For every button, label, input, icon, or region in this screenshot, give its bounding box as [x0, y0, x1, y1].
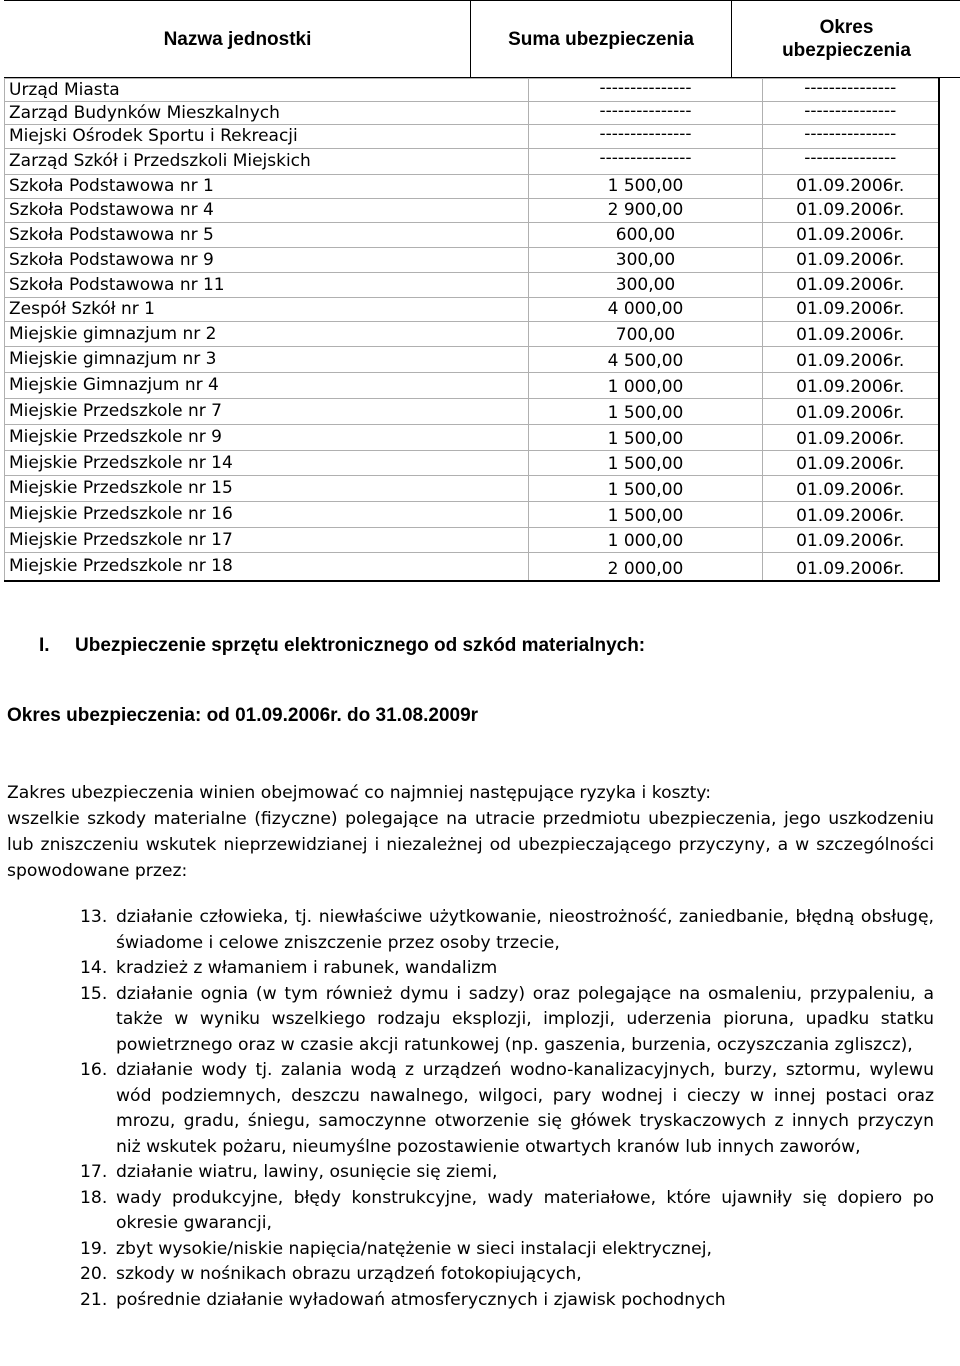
- period-line: Okres ubezpieczenia: od 01.09.2006r. do 31.08.2009r: [7, 705, 479, 726]
- table-row: [5, 273, 939, 298]
- unit-name-cell: Miejskie Gimnazjum nr 4: [5, 373, 529, 399]
- insured-sum-cell: 2 000,00: [529, 553, 763, 581]
- section-number: I.: [39, 635, 50, 656]
- table-row: [5, 425, 939, 451]
- insured-sum-cell: ---------------: [529, 102, 763, 125]
- risk-item: [0, 1058, 934, 1160]
- risk-item: [0, 1237, 934, 1263]
- insurance-period-cell: 01.09.2006r.: [763, 553, 939, 581]
- risk-number: 16.: [80, 1060, 108, 1080]
- unit-name-cell: Miejskie Przedszkole nr 15: [5, 476, 529, 502]
- table-row: [5, 125, 939, 149]
- table-row: [5, 175, 939, 199]
- risk-number: 21.: [80, 1289, 108, 1310]
- table-row: [5, 502, 939, 528]
- unit-name-cell: Miejskie Przedszkole nr 16: [5, 502, 529, 528]
- insurance-period-cell: 01.09.2006r.: [763, 273, 939, 298]
- insurance-period-cell: ---------------: [763, 102, 939, 125]
- table-row: [5, 451, 939, 476]
- insured-sum-cell: 300,00: [529, 248, 763, 273]
- table-row: [5, 476, 939, 502]
- risk-item: [0, 982, 934, 1059]
- units-table-body: [5, 79, 939, 581]
- insurance-period-cell: ---------------: [763, 149, 939, 175]
- risk-item: [0, 905, 934, 956]
- risk-number: 15.: [80, 983, 108, 1004]
- unit-name-cell: Miejski Ośrodek Sportu i Rekreacji: [5, 125, 529, 149]
- risk-text: działanie wody tj. zalania wodą z urządzeń wodno-kanalizacyjnych, burzy, sztormu, wylewu wód podziemnych, deszczu nawalnego, wilgoci, pary wodnej i cieczy w innej postaci oraz mrozu, gradu, śniegu, samoczynne otworzenie się główek tryskaczowych z innych przyczyn niż wskutek pożaru, nieumyślne pozostawienie otwartych kranów lub innych zaworów,: [116, 1060, 934, 1157]
- risk-number: 20.: [80, 1264, 108, 1284]
- unit-name-cell: Miejskie Przedszkole nr 14: [5, 451, 529, 476]
- insured-sum-cell: 1 000,00: [529, 373, 763, 399]
- risk-text: kradzież z włamaniem i rabunek, wandalizm: [116, 958, 498, 978]
- unit-name-cell: Szkoła Podstawowa nr 1: [5, 175, 529, 199]
- insured-sum-cell: 1 500,00: [529, 425, 763, 451]
- header-row: [5, 1, 960, 78]
- insured-sum-cell: 1 500,00: [529, 399, 763, 425]
- insured-sum-cell: ---------------: [529, 125, 763, 149]
- insurance-period-cell: 01.09.2006r.: [763, 528, 939, 553]
- insured-sum-cell: 1 500,00: [529, 451, 763, 476]
- section-title: Ubezpieczenie sprzętu elektronicznego od szkód materialnych:: [75, 635, 646, 656]
- insurance-period-cell: 01.09.2006r.: [763, 223, 939, 248]
- table-row: [5, 298, 939, 322]
- risk-number: 13.: [80, 907, 108, 927]
- risk-number: 18.: [80, 1187, 108, 1208]
- unit-name-cell: Szkoła Podstawowa nr 5: [5, 223, 529, 248]
- insured-sum-cell: 1 500,00: [529, 502, 763, 528]
- unit-name-cell: Zespół Szkół nr 1: [5, 298, 529, 322]
- unit-name-cell: Szkoła Podstawowa nr 4: [5, 199, 529, 223]
- units-table: [4, 78, 940, 582]
- risk-number: 17.: [80, 1162, 108, 1182]
- unit-name-cell: Miejskie gimnazjum nr 2: [5, 322, 529, 347]
- risk-number: 14.: [80, 958, 108, 978]
- unit-name-cell: Miejskie Przedszkole nr 18: [5, 553, 529, 581]
- insured-sum-cell: 1 500,00: [529, 175, 763, 199]
- table-row: [5, 322, 939, 347]
- table-row: [5, 199, 939, 223]
- header-insured-sum: Suma ubezpieczenia: [471, 1, 732, 78]
- risk-text: wady produkcyjne, błędy konstrukcyjne, wady materiałowe, które ujawniły się dopiero po okresie gwarancji,: [116, 1187, 934, 1233]
- table-row: [5, 553, 939, 581]
- unit-name-cell: Szkoła Podstawowa nr 9: [5, 248, 529, 273]
- risk-text: zbyt wysokie/niskie napięcia/natężenie w sieci instalacji elektrycznej,: [116, 1238, 712, 1259]
- scope-body: wszelkie szkody materialne (fizyczne) polegające na utracie przedmiotu ubezpieczenia, jego uszkodzeniu lub zniszczeniu wskutek nieprzewidzianej i niezależnej od ubezpieczającego przyczyny, a w szczególności spowodowane przez:: [7, 809, 934, 881]
- risk-item: [0, 1288, 934, 1314]
- table-row: [5, 223, 939, 248]
- unit-name-cell: Urząd Miasta: [5, 79, 529, 102]
- table-row: [5, 399, 939, 425]
- risk-item: [0, 956, 934, 982]
- unit-name-cell: Miejskie gimnazjum nr 3: [5, 347, 529, 373]
- header-insurance-period: [732, 1, 960, 78]
- risk-text: pośrednie działanie wyładowań atmosferycznych i zjawisk pochodnych: [116, 1289, 726, 1310]
- unit-name-cell: Miejskie Przedszkole nr 7: [5, 399, 529, 425]
- insurance-period-cell: 01.09.2006r.: [763, 502, 939, 528]
- table-row: [5, 79, 939, 102]
- risk-text: działanie wiatru, lawiny, osunięcie się ziemi,: [116, 1162, 498, 1182]
- insurance-period-cell: 01.09.2006r.: [763, 373, 939, 399]
- unit-name-cell: Zarząd Szkół i Przedszkoli Miejskich: [5, 149, 529, 175]
- risk-list: [0, 905, 934, 1313]
- table-row: [5, 373, 939, 399]
- insurance-period-cell: 01.09.2006r.: [763, 425, 939, 451]
- unit-name-cell: Miejskie Przedszkole nr 9: [5, 425, 529, 451]
- insured-sum-cell: ---------------: [529, 149, 763, 175]
- unit-name-cell: Miejskie Przedszkole nr 17: [5, 528, 529, 553]
- insurance-period-cell: 01.09.2006r.: [763, 175, 939, 199]
- insured-sum-cell: ---------------: [529, 79, 763, 102]
- insured-sum-cell: 4 500,00: [529, 347, 763, 373]
- insurance-period-cell: 01.09.2006r.: [763, 399, 939, 425]
- risk-item: [0, 1186, 934, 1237]
- header-insurance-period-label: Okres ubezpieczenia: [782, 17, 911, 61]
- insurance-period-cell: 01.09.2006r.: [763, 347, 939, 373]
- insured-sum-cell: 4 000,00: [529, 298, 763, 322]
- insured-sum-cell: 1 000,00: [529, 528, 763, 553]
- table-header: [4, 0, 960, 78]
- insurance-period-cell: 01.09.2006r.: [763, 248, 939, 273]
- insurance-period-cell: 01.09.2006r.: [763, 298, 939, 322]
- insured-sum-cell: 700,00: [529, 322, 763, 347]
- table-row: [5, 347, 939, 373]
- risk-text: szkody w nośnikach obrazu urządzeń fotokopiujących,: [116, 1264, 582, 1284]
- risk-item: [0, 1160, 934, 1186]
- header-unit-name: Nazwa jednostki: [5, 1, 471, 78]
- unit-name-cell: Szkoła Podstawowa nr 11: [5, 273, 529, 298]
- insurance-period-cell: 01.09.2006r.: [763, 322, 939, 347]
- risk-number: 19.: [80, 1238, 108, 1259]
- insured-sum-cell: 1 500,00: [529, 476, 763, 502]
- insurance-period-cell: 01.09.2006r.: [763, 451, 939, 476]
- insured-sum-cell: 2 900,00: [529, 199, 763, 223]
- risk-item: [0, 1262, 934, 1288]
- table-row: [5, 102, 939, 125]
- insurance-period-cell: 01.09.2006r.: [763, 476, 939, 502]
- table-row: [5, 149, 939, 175]
- insurance-period-cell: ---------------: [763, 125, 939, 149]
- insured-sum-cell: 300,00: [529, 273, 763, 298]
- table-row: [5, 248, 939, 273]
- scope-paragraph: [7, 780, 934, 884]
- insurance-period-cell: ---------------: [763, 79, 939, 102]
- insured-sum-cell: 600,00: [529, 223, 763, 248]
- risk-text: działanie człowieka, tj. niewłaściwe użytkowanie, nieostrożność, zaniedbanie, błędną obsługę, świadome i celowe zniszczenie przez osoby trzecie,: [116, 907, 934, 953]
- insurance-period-cell: 01.09.2006r.: [763, 199, 939, 223]
- unit-name-cell: Zarząd Budynków Mieszkalnych: [5, 102, 529, 125]
- scope-intro: Zakres ubezpieczenia winien obejmować co najmniej następujące ryzyka i koszty:: [7, 783, 712, 803]
- table-row: [5, 528, 939, 553]
- risk-text: działanie ognia (w tym również dymu i sadzy) oraz polegające na osmaleniu, przypaleniu, a także w wyniku wszelkiego rodzaju eksplozji, implozji, uderzenia pioruna, upadku statku powietrznego oraz w czasie akcji ratunkowej (np. gaszenia, burzenia, oczyszczania zgliszcz),: [116, 983, 934, 1055]
